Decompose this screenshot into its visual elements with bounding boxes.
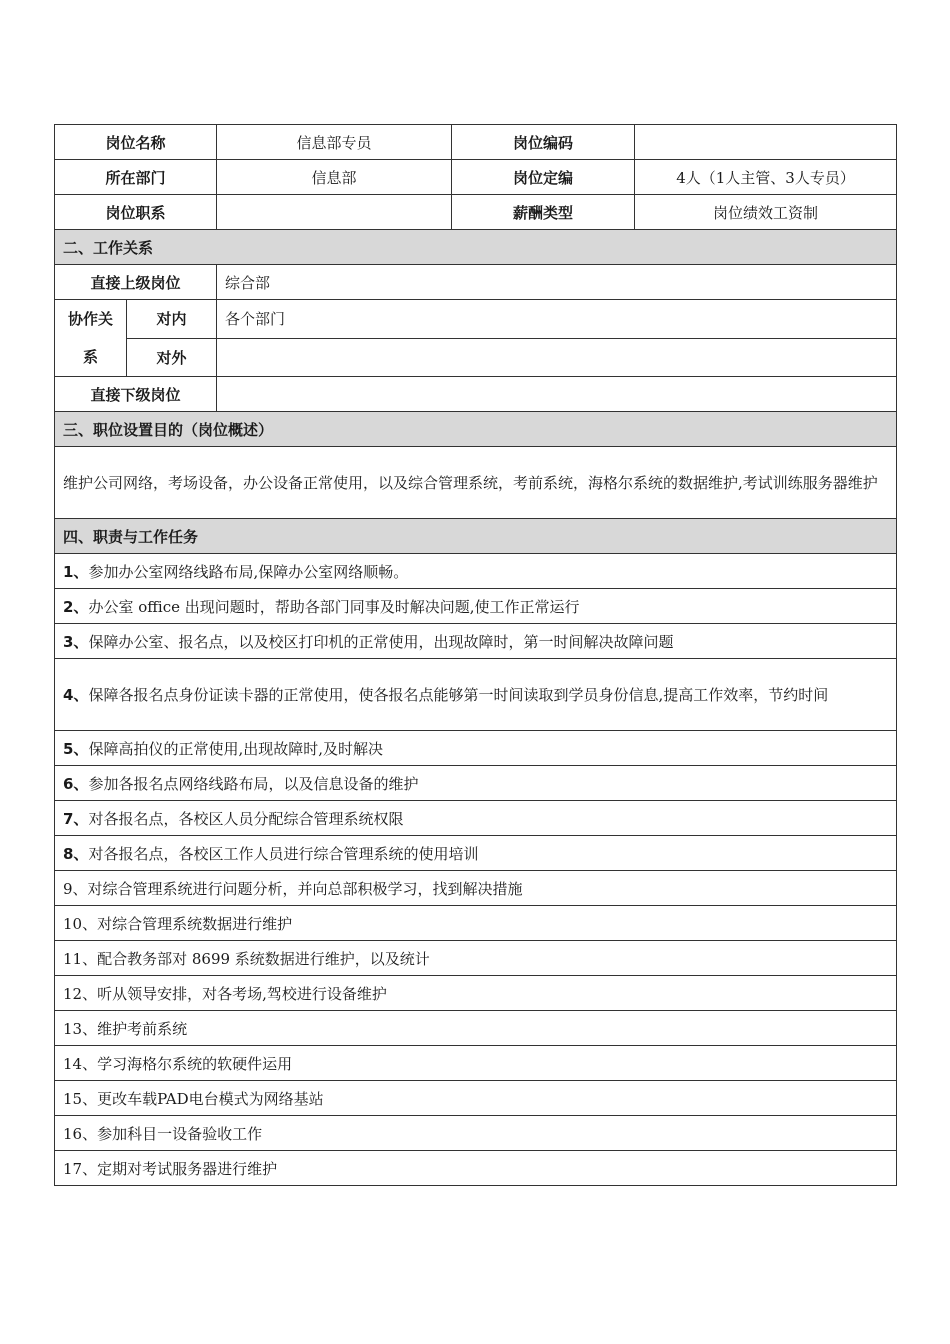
salary-type-value: 岗位绩效工资制 xyxy=(635,195,897,230)
duties-section xyxy=(55,519,897,554)
department-value: 信息部 xyxy=(217,160,452,195)
duty-number: 5、 xyxy=(63,739,89,758)
subordinate-label: 直接下级岗位 xyxy=(55,377,217,412)
internal-value: 各个部门 xyxy=(217,300,897,339)
duty-item xyxy=(55,1081,897,1116)
duty-number: 6、 xyxy=(63,774,89,793)
duty-item xyxy=(55,766,897,801)
job-family-value xyxy=(217,195,452,230)
duty-item xyxy=(55,659,897,731)
duty-number: 14、 xyxy=(63,1054,98,1073)
job-description-table xyxy=(54,124,897,1186)
external-label: 对外 xyxy=(127,338,217,377)
duty-text: 保障高拍仪的正常使用,出现故障时,及时解决 xyxy=(88,739,383,758)
duty-item xyxy=(55,589,897,624)
salary-type-label: 薪酬类型 xyxy=(452,195,635,230)
duty-number: 16、 xyxy=(63,1124,98,1143)
duty-number: 8、 xyxy=(63,844,89,863)
superior-label: 直接上级岗位 xyxy=(55,265,217,300)
duty-text: 对综合管理系统数据进行维护 xyxy=(97,914,293,933)
duty-item xyxy=(55,554,897,589)
duty-row xyxy=(55,871,897,906)
duty-number: 2、 xyxy=(63,597,89,616)
duty-row xyxy=(55,766,897,801)
duty-number: 11、 xyxy=(63,949,98,968)
position-name-value: 信息部专员 xyxy=(217,125,452,160)
duty-item xyxy=(55,941,897,976)
duty-text: 定期对考试服务器进行维护 xyxy=(97,1159,278,1178)
position-code-value xyxy=(635,125,897,160)
duty-row xyxy=(55,836,897,871)
duty-row xyxy=(55,976,897,1011)
purpose-text: 维护公司网络，考场设备，办公设备正常使用，以及综合管理系统，考前系统，海格尔系统的数据维护,考试训练服务器维护 xyxy=(55,447,897,519)
duties-heading: 四、职责与工作任务 xyxy=(55,519,897,554)
duty-number: 10、 xyxy=(63,914,98,933)
relations-heading: 二、工作关系 xyxy=(55,230,897,265)
duty-row xyxy=(55,659,897,731)
duty-item xyxy=(55,624,897,659)
duty-item xyxy=(55,871,897,906)
duty-row xyxy=(55,1081,897,1116)
collab-label xyxy=(55,300,127,377)
basic-row-2 xyxy=(55,160,897,195)
external-row xyxy=(55,338,897,377)
duty-text: 更改车载PAD电台模式为网络基站 xyxy=(97,1089,324,1108)
duty-item xyxy=(55,976,897,1011)
duty-text: 配合教务部对 8699 系统数据进行维护，以及统计 xyxy=(97,949,430,968)
duty-number: 13、 xyxy=(63,1019,98,1038)
duty-text: 保障各报名点身份证读卡器的正常使用，使各报名点能够第一时间读取到学员身份信息,提高工作效率，节约时间 xyxy=(88,685,829,704)
subordinate-value xyxy=(217,377,897,412)
duty-row xyxy=(55,1046,897,1081)
duty-text: 保障办公室、报名点，以及校区打印机的正常使用，出现故障时，第一时间解决故障问题 xyxy=(88,632,674,651)
duty-item xyxy=(55,731,897,766)
duty-text: 对各报名点，各校区人员分配综合管理系统权限 xyxy=(88,809,404,828)
duty-text: 参加科目一设备验收工作 xyxy=(97,1124,263,1143)
superior-value: 综合部 xyxy=(217,265,897,300)
duty-text: 对各报名点，各校区工作人员进行综合管理系统的使用培训 xyxy=(88,844,479,863)
relations-section xyxy=(55,230,897,265)
duty-number: 3、 xyxy=(63,632,89,651)
purpose-row xyxy=(55,447,897,519)
duty-row xyxy=(55,941,897,976)
duty-text: 维护考前系统 xyxy=(97,1019,188,1038)
duty-text: 参加办公室网络线路布局,保障办公室网络顺畅。 xyxy=(88,562,409,581)
duty-row xyxy=(55,731,897,766)
duty-row xyxy=(55,906,897,941)
collab-label-line-2: 系 xyxy=(82,348,98,366)
headcount-value: 4人（1人主管、3人专员） xyxy=(635,160,897,195)
basic-row-3 xyxy=(55,195,897,230)
duty-row xyxy=(55,554,897,589)
department-label: 所在部门 xyxy=(55,160,217,195)
collab-label-line-1: 协作关 xyxy=(67,310,113,328)
duty-number: 1、 xyxy=(63,562,89,581)
purpose-heading: 三、职位设置目的（岗位概述） xyxy=(55,412,897,447)
external-value xyxy=(217,338,897,377)
headcount-label: 岗位定编 xyxy=(452,160,635,195)
purpose-section xyxy=(55,412,897,447)
duty-number: 9、 xyxy=(63,879,88,898)
duty-text: 对综合管理系统进行问题分析，并向总部积极学习，找到解决措施 xyxy=(87,879,523,898)
superior-row xyxy=(55,265,897,300)
duty-item xyxy=(55,906,897,941)
internal-label: 对内 xyxy=(127,300,217,339)
basic-row-1 xyxy=(55,125,897,160)
subordinate-row xyxy=(55,377,897,412)
duty-row xyxy=(55,1116,897,1151)
duty-text: 参加各报名点网络线路布局，以及信息设备的维护 xyxy=(88,774,419,793)
duty-text: 学习海格尔系统的软硬件运用 xyxy=(97,1054,293,1073)
duty-number: 4、 xyxy=(63,685,89,704)
duty-row xyxy=(55,1011,897,1046)
duty-text: 听从领导安排，对各考场,驾校进行设备维护 xyxy=(97,984,387,1003)
duty-text: 办公室 office 出现问题时，帮助各部门同事及时解决问题,使工作正常运行 xyxy=(88,597,580,616)
duty-row xyxy=(55,1151,897,1186)
duty-item xyxy=(55,1011,897,1046)
internal-row xyxy=(55,300,897,339)
position-name-label: 岗位名称 xyxy=(55,125,217,160)
duty-number: 15、 xyxy=(63,1089,98,1108)
job-family-label: 岗位职系 xyxy=(55,195,217,230)
duty-item xyxy=(55,836,897,871)
duty-item xyxy=(55,1046,897,1081)
position-code-label: 岗位编码 xyxy=(452,125,635,160)
duty-number: 12、 xyxy=(63,984,98,1003)
duty-item xyxy=(55,801,897,836)
duty-item xyxy=(55,1116,897,1151)
duty-item xyxy=(55,1151,897,1186)
duty-number: 17、 xyxy=(63,1159,98,1178)
duty-number: 7、 xyxy=(63,809,89,828)
duty-row xyxy=(55,589,897,624)
duty-row xyxy=(55,801,897,836)
duty-row xyxy=(55,624,897,659)
